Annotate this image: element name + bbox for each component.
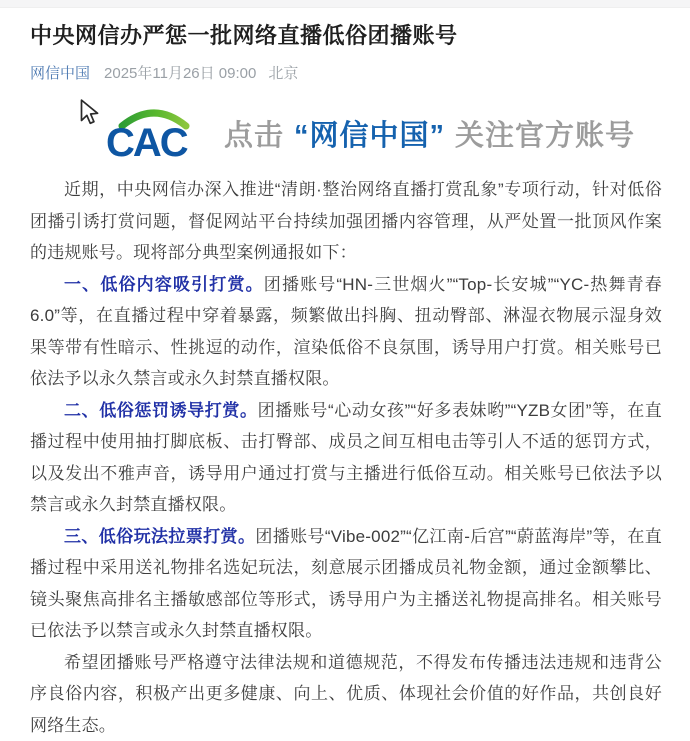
banner-suffix: 关注官方账号	[455, 120, 635, 152]
publish-location: 北京	[268, 62, 298, 83]
paragraph-lead: 二、低俗惩罚诱导打赏。	[64, 401, 258, 420]
paragraph-case-1	[30, 269, 662, 395]
paragraph-text: 团播账号“心动女孩”“好多表妹哟”“YZB女团”等，在直播过程中使用抽打脚底板、击打臀部、成员之间互相电击等引人不适的惩罚方式，以及发出不雅声音，诱导用户通过打赏与主播进行低俗互动。相关账号已依法予以禁言或永久封禁直播权限。	[30, 401, 662, 515]
mouse-cursor-icon	[76, 98, 102, 128]
paragraph-text: 团播账号“Vibe-002”“亿江南-后宫”“蔚蓝海岸”等，在直播过程中采用送礼物排名选妃玩法，刻意展示团播成员礼物金额，通过金额攀比、镜头聚焦高排名主播敏感部位等形式，诱导用户为主播送礼物提高排名。相关账号已依法予以禁言或永久封禁直播权限。	[30, 527, 662, 641]
banner-quoted-name: “网信中国”	[294, 120, 445, 152]
article-container	[0, 21, 690, 741]
paragraph-closing	[30, 647, 662, 741]
paragraph-text: 希望团播账号严格遵守法律法规和道德规范，不得发布传播违法违规和违背公序良俗内容，积极产出更多健康、向上、优质、体现社会价值的好作品，共创良好网络生态。	[30, 653, 662, 735]
cac-logo	[106, 103, 198, 163]
page-title: 中央网信办严惩一批网络直播低俗团播账号	[30, 21, 662, 51]
cac-logo-text: CAC	[106, 121, 187, 165]
paragraph-lead: 三、低俗玩法拉票打赏。	[64, 527, 255, 546]
paragraph-intro	[30, 174, 662, 269]
banner-text	[224, 113, 635, 154]
article-meta	[30, 62, 662, 83]
banner-prefix: 点击	[224, 120, 284, 152]
paragraph-text: 近期，中央网信办深入推进“清朗·整治网络直播打赏乱象”专项行动，针对低俗团播引诱打赏问题，督促网站平台持续加强团播内容管理，从严处置一批顶风作案的违规账号。现将部分典型案例通报如下：	[30, 180, 662, 262]
paragraph-case-2	[30, 395, 662, 521]
publish-date: 2025年11月26日 09:00	[104, 62, 256, 83]
source-link[interactable]: 网信中国	[30, 62, 90, 83]
top-divider	[0, 0, 690, 8]
paragraph-text: 团播账号“HN-三世烟火”“Top-长安城”“YC-热舞青春6.0”等，在直播过程中穿着暴露，频繁做出抖胸、扭动臀部、淋湿衣物展示湿身效果等带有性暗示、性挑逗的动作，渲染低俗不良氛围，诱导用户打赏。相关账号已依法予以永久禁言或永久封禁直播权限。	[30, 275, 662, 389]
paragraph-lead: 一、低俗内容吸引打赏。	[64, 275, 264, 294]
follow-account-banner[interactable]	[30, 100, 662, 166]
article-body	[30, 174, 662, 741]
paragraph-case-3	[30, 521, 662, 647]
